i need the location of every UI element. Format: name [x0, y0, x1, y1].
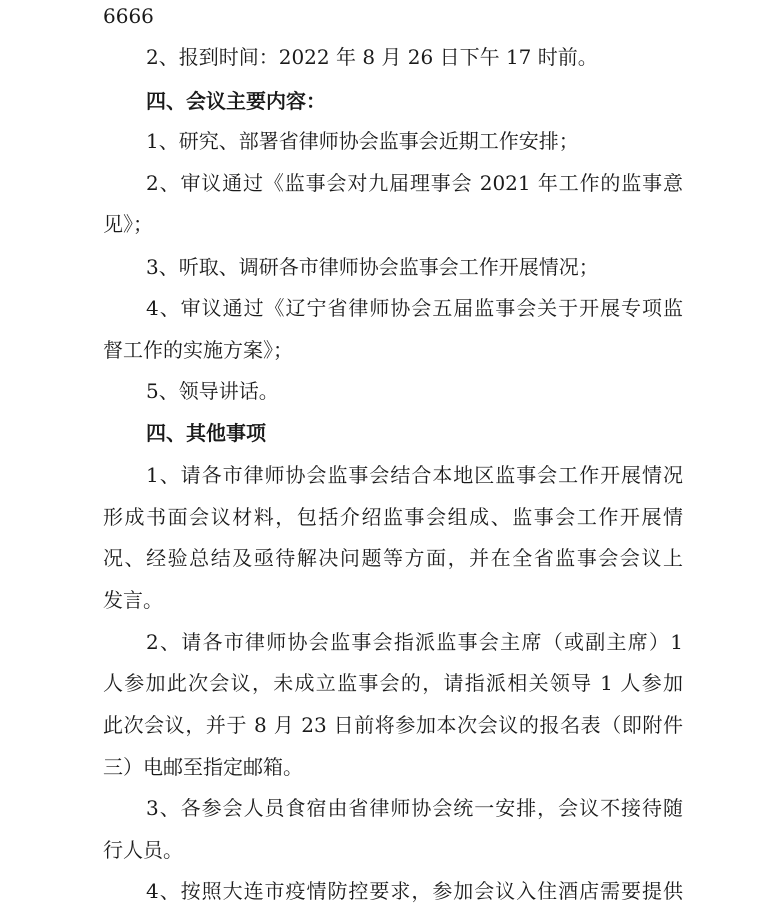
other-item-2-line-2: 人参加此次会议，未成立监事会的，请指派相关领导 1 人参加: [103, 671, 683, 695]
section-heading-other-matters: 四、其他事项: [146, 421, 266, 445]
other-item-1-line-3: 况、经验总结及亟待解决问题等方面，并在全省监事会会议上: [103, 546, 683, 570]
content-item-5: 5、领导讲话。: [146, 379, 279, 403]
other-item-1-line-4: 发言。: [103, 588, 163, 612]
other-item-1-line-2: 形成书面会议材料，包括介绍监事会组成、监事会工作开展情: [103, 505, 683, 529]
other-item-2-line-1: 2、请各市律师协会监事会指派监事会主席（或副主席）1: [146, 630, 683, 654]
registration-time-line: 2、报到时间：2022 年 8 月 26 日下午 17 时前。: [146, 45, 598, 69]
other-item-2-line-3: 此次会议，并于 8 月 23 日前将参加本次会议的报名表（即附件: [103, 713, 683, 737]
content-item-3: 3、听取、调研各市律师协会监事会工作开展情况；: [146, 255, 599, 279]
content-item-1: 1、研究、部署省律师协会监事会近期工作安排；: [146, 129, 579, 153]
content-item-2-line-2: 见》；: [103, 212, 153, 236]
content-item-2-line-1: 2、审议通过《监事会对九届理事会 2021 年工作的监事意: [146, 171, 683, 195]
other-item-3-line-1: 3、各参会人员食宿由省律师协会统一安排，会议不接待随: [146, 796, 683, 820]
content-item-4-line-1: 4、审议通过《辽宁省律师协会五届监事会关于开展专项监: [146, 296, 683, 320]
other-item-2-line-4: 三）电邮至指定邮箱。: [103, 755, 303, 779]
content-item-4-line-2: 督工作的实施方案》；: [103, 338, 293, 362]
section-heading-main-content: 四、会议主要内容：: [146, 89, 326, 113]
other-item-3-line-2: 行人员。: [103, 838, 183, 862]
page-number-fragment: 6666: [103, 4, 154, 28]
other-item-4-line-1: 4、按照大连市疫情防控要求，参加会议入住酒店需要提供: [146, 879, 683, 903]
other-item-1-line-1: 1、请各市律师协会监事会结合本地区监事会工作开展情况: [146, 463, 683, 487]
